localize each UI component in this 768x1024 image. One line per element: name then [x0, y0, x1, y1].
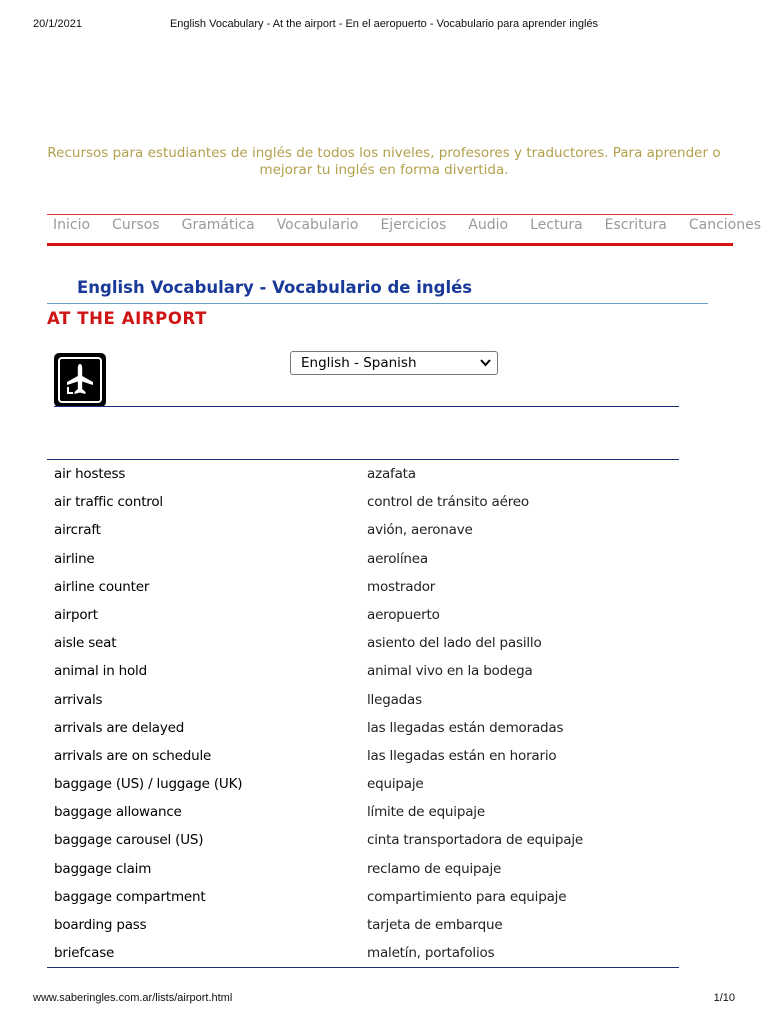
english-term: arrivals — [54, 691, 103, 708]
table-row — [47, 911, 679, 939]
english-term: baggage allowance — [54, 804, 182, 821]
nav-item-vocabulario[interactable]: Vocabulario — [276, 217, 359, 233]
nav-item-audio[interactable]: Audio — [468, 217, 509, 233]
table-row — [47, 629, 679, 657]
table-row — [47, 826, 679, 854]
spanish-translation: límite de equipaje — [367, 804, 485, 821]
spanish-translation: tarjeta de embarque — [367, 917, 503, 933]
nav-item-cursos[interactable]: Cursos — [112, 217, 160, 233]
page-heading: English Vocabulary - Vocabulario de inglés — [77, 278, 473, 297]
spanish-translation: llegadas — [367, 691, 422, 708]
english-term: baggage (US) / luggage (UK) — [54, 776, 243, 793]
section-divider — [54, 406, 679, 407]
spanish-translation: las llegadas están en horario — [367, 747, 557, 764]
table-row — [47, 798, 679, 826]
english-term: air hostess — [54, 466, 126, 482]
print-date: 20/1/2021 — [33, 18, 82, 30]
main-nav — [47, 214, 762, 246]
table-row — [47, 657, 679, 685]
print-page-title: English Vocabulary - At the airport - En el aeropuerto - Vocabulario para aprender inglés — [169, 18, 599, 30]
table-row — [47, 714, 679, 742]
spanish-translation: azafata — [367, 466, 416, 482]
spanish-translation: equipaje — [367, 776, 424, 793]
english-term: air traffic control — [54, 494, 163, 511]
spanish-translation: compartimiento para equipaje — [367, 888, 567, 905]
language-pair-value: English - Spanish — [301, 355, 417, 371]
table-row — [47, 883, 679, 911]
nav-item-lectura[interactable]: Lectura — [530, 217, 583, 233]
nav-item-gramatica[interactable]: Gramática — [181, 217, 255, 233]
site-tagline: Recursos para estudiantes de inglés de todos los niveles, profesores y traductores. Para aprender o mejorar tu inglés en forma divertida. — [47, 145, 721, 178]
english-term: animal in hold — [54, 663, 147, 680]
nav-item-escritura[interactable]: Escritura — [604, 217, 667, 233]
spanish-translation: animal vivo en la bodega — [367, 663, 533, 680]
spanish-translation: cinta transportadora de equipaje — [367, 832, 584, 849]
print-footer — [0, 992, 768, 1006]
print-page-number: 1/10 — [713, 992, 735, 1004]
spanish-translation: aeropuerto — [367, 606, 440, 623]
english-term: briefcase — [54, 945, 115, 962]
spanish-translation: mostrador — [367, 578, 436, 595]
table-row — [47, 460, 679, 488]
english-term: baggage carousel (US) — [54, 832, 204, 849]
spanish-translation: aerolínea — [367, 550, 428, 567]
chevron-down-icon — [480, 358, 491, 367]
table-row — [47, 545, 679, 573]
english-term: arrivals are on schedule — [54, 747, 212, 764]
vocabulary-table — [47, 459, 679, 968]
english-term: airline — [54, 550, 95, 567]
print-header — [0, 18, 768, 32]
language-pair-select[interactable] — [290, 351, 498, 375]
english-term: arrivals are delayed — [54, 719, 185, 736]
nav-item-canciones[interactable]: Canciones — [688, 217, 762, 233]
table-row — [47, 770, 679, 798]
spanish-translation: asiento del lado del pasillo — [367, 635, 542, 652]
table-row — [47, 855, 679, 883]
english-term: baggage claim — [54, 860, 152, 877]
nav-item-inicio[interactable]: Inicio — [53, 217, 91, 233]
nav-list — [47, 215, 762, 234]
airplane-glyph — [64, 362, 96, 398]
spanish-translation: maletín, portafolios — [367, 945, 495, 962]
english-term: aisle seat — [54, 635, 117, 652]
table-row — [47, 516, 679, 544]
heading-divider — [47, 303, 708, 304]
english-term: boarding pass — [54, 917, 147, 933]
print-url: www.saberingles.com.ar/lists/airport.html — [33, 992, 233, 1004]
spanish-translation: control de tránsito aéreo — [367, 494, 529, 511]
english-term: baggage compartment — [54, 888, 206, 905]
table-row — [47, 488, 679, 516]
spanish-translation: avión, aeronave — [367, 522, 473, 539]
nav-item-ejercicios[interactable]: Ejercicios — [380, 217, 447, 233]
spanish-translation: reclamo de equipaje — [367, 860, 502, 877]
spanish-translation: las llegadas están demoradas — [367, 719, 564, 736]
english-term: airport — [54, 606, 98, 623]
table-row — [47, 939, 679, 967]
table-row — [47, 686, 679, 714]
table-row — [47, 742, 679, 770]
topic-title: AT THE AIRPORT — [47, 309, 207, 328]
airplane-icon — [54, 353, 106, 407]
table-row — [47, 601, 679, 629]
english-term: airline counter — [54, 578, 150, 595]
table-row — [47, 573, 679, 601]
english-term: aircraft — [54, 522, 101, 539]
